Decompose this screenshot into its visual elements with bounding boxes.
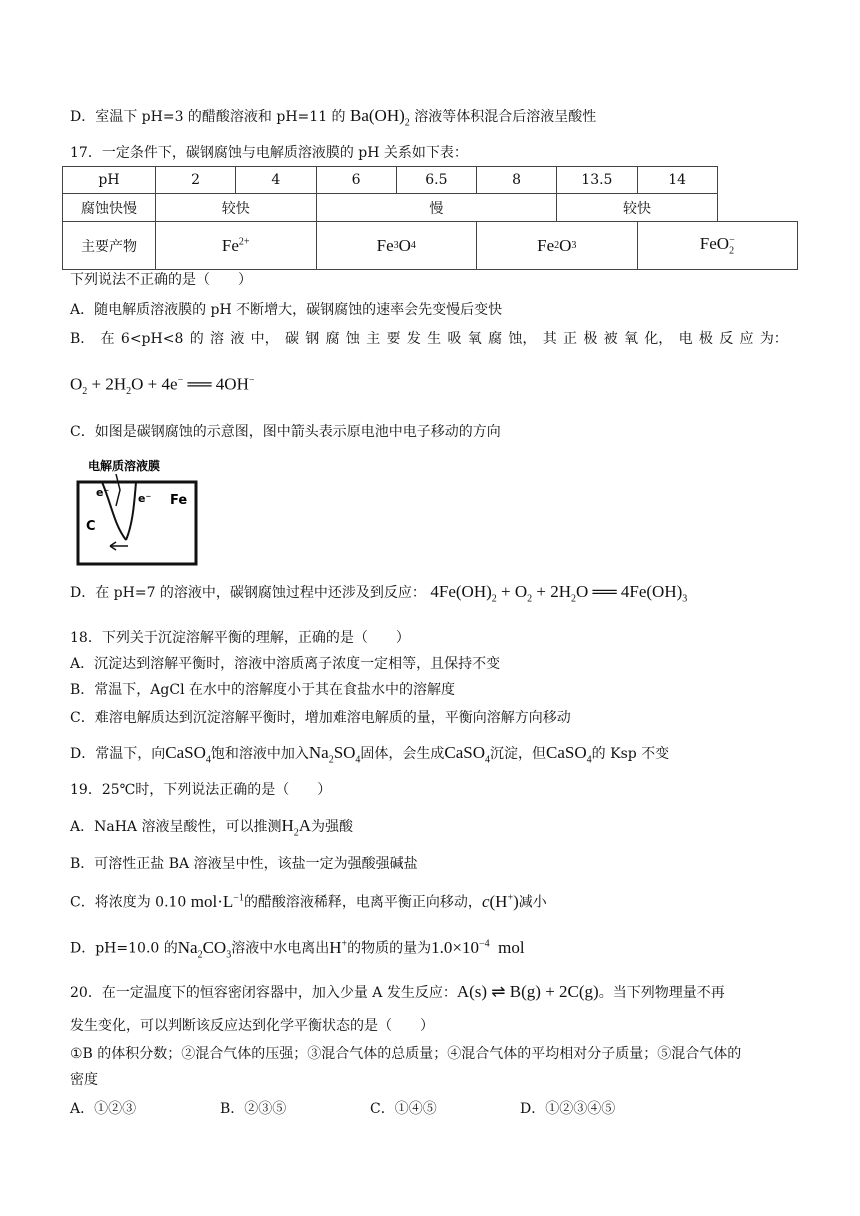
q20-option-b[interactable]: B．②③⑤ [220, 1101, 287, 1117]
option-b-segment: 碳 [284, 331, 299, 347]
option-b-segment: 其 [542, 331, 557, 347]
q17-stem: 17．一定条件下，碳钢腐蚀与电解质溶液膜的 pH 关系如下表： [70, 145, 468, 161]
option-b-segment: 化， [644, 331, 673, 347]
option-b-segment: 发 [406, 331, 421, 347]
ph-corrosion-table [62, 166, 798, 270]
q19-option-c: C．将浓度为 0.10 $mol\cdot L^{-1}$的醋酸溶液稀释，电离平衡正向移动，c(H+)减小 [70, 891, 547, 911]
equilibrium-equation: A(s) ⇌ B(g) + 2C(g) [456, 982, 599, 1001]
q20-stem: 20．在一定温度下的恒容密闭容器中，加入少量 A 发生反应：A(s) ⇌ B(g) + 2C(g)。当下列物理量不再 [70, 982, 725, 1001]
q19-option-a: A．NaHA 溶液呈酸性，可以推测$H_2A$为强酸 [70, 816, 354, 839]
option-b-segment: 钢 [305, 331, 320, 347]
option-b-segment: 6<pH<8 [120, 331, 184, 347]
option-b-segment: 生 [427, 331, 442, 347]
option-b-segment: 氧 [623, 331, 638, 347]
q18-option-b: B．常温下，AgCl 在水中的溶解度小于其在食盐水中的溶解度 [70, 682, 455, 698]
baoh2-formula: $Ba(OH)_2$ [350, 106, 410, 129]
option-b-segment: 氧 [467, 331, 482, 347]
q20-items: ①B 的体积分数；②混合气体的压强；③混合气体的总质量；④混合气体的平均相对分子质量；⑤混合气体的 [70, 1046, 742, 1062]
option-b-segment: B． [70, 331, 95, 347]
q20-option-a[interactable]: A．①②③ [70, 1101, 137, 1117]
option-b-segment: 主 [366, 331, 381, 347]
option-b-segment: 中， [250, 331, 279, 347]
q16-option-d: D．室温下 pH=3 的醋酸溶液和 pH=11 的 $Ba(OH)_2$ 溶液等体积混合后溶液呈酸性 [70, 106, 597, 129]
product-fe3o4: Fe 3 O 4 [317, 222, 478, 269]
oxygen-reduction-equation: $O_2 + 2H_2O + 4e^-$ ══ 4OH− [70, 374, 255, 398]
product-fe2o3: Fe 2 O 3 [537, 235, 577, 255]
option-b-segment: 电 [678, 331, 693, 347]
q17-option-d: D．在 pH=7 的溶液中，碳钢腐蚀过程中还涉及到反应： $4Fe(OH)_2 + O_2 + 2H_2O$ ══ $4Fe(OH)_3$ [70, 582, 688, 605]
svg-text:Fe: Fe [170, 493, 188, 508]
q17-option-b [70, 329, 788, 349]
q18-option-c: C．难溶电解质达到沉淀溶解平衡时，增加难溶电解质的量，平衡向溶解方向移动 [70, 710, 571, 726]
option-b-segment: 正 [563, 331, 577, 347]
table-row: 腐蚀快慢 较快 慢 较快 [63, 194, 798, 222]
table-row: pH 2 4 6 6.5 8 13.5 14 [63, 167, 798, 194]
figure-title: 电解质溶液膜 [88, 459, 161, 473]
option-b-segment: 腐 [325, 331, 340, 347]
option-b-segment: 在 [100, 331, 115, 347]
option-b-segment: 要 [386, 331, 401, 347]
option-b-segment: 吸 [447, 331, 462, 347]
option-b-segment: 的 [189, 331, 204, 347]
option-b-segment: 溶 [210, 331, 224, 347]
iron-oxidation-equation: $4Fe(OH)_2 + O_2 + 2H_2O$ ══ $4Fe(OH)_3$ [430, 582, 688, 605]
product-fe2: $Fe^{2+}$ [156, 222, 317, 270]
q18-stem: 18．下列关于沉淀溶解平衡的理解，正确的是（ ） [70, 630, 410, 646]
q20-options [70, 1098, 670, 1118]
q20-items-continued: 密度 [70, 1072, 98, 1088]
q19-stem: 19．25℃时，下列说法正确的是（ ） [70, 782, 332, 798]
svg-text:e⁻: e⁻ [96, 486, 110, 499]
option-b-segment: 应 [739, 331, 754, 347]
q20-option-d[interactable]: D．①②③④⑤ [520, 1101, 616, 1117]
q19-option-d: D．pH=10.0 的$Na_2CO_3$溶液中水电离出H+的物质的量为$1.0\times 10^{-4}$ mol [70, 937, 525, 961]
option-b-segment: 被 [603, 331, 618, 347]
table-row: 主要产物 $Fe^{2+}$ Fe 3 O 4 Fe 2 O 3 FeO$_2$− [63, 222, 798, 270]
corrosion-diagram [74, 456, 204, 568]
q17-option-c: C．如图是碳钢腐蚀的示意图，图中箭头表示原电池中电子移动的方向 [70, 424, 501, 440]
q20-stem-continued: 发生变化，可以判断该反应达到化学平衡状态的是（ ） [70, 1018, 434, 1034]
option-b-segment: 反 [719, 331, 734, 347]
option-b-segment: 液 [230, 331, 245, 347]
option-b-segment: 极 [698, 331, 713, 347]
svg-text:C: C [86, 519, 96, 534]
q20-option-c[interactable]: C．①④⑤ [370, 1101, 437, 1117]
product-feo2: FeO$_2$− [637, 222, 798, 270]
option-b-segment: 为： [759, 331, 788, 347]
svg-text:e⁻: e⁻ [138, 492, 152, 505]
q18-option-d: D．常温下，向CaSO$_4$饱和溶液中加入$Na_2SO_4$固体，会生成CaSO$_4$沉淀，但CaSO$_4$的 Ksp 不变 [70, 743, 670, 766]
q17-question: 下列说法不正确的是（ ） [70, 272, 252, 288]
q19-option-b: B．可溶性正盐 BA 溶液呈中性，该盐一定为强酸强碱盐 [70, 856, 418, 872]
option-b-segment: 蚀， [508, 331, 537, 347]
option-b-segment: 极 [583, 331, 598, 347]
q18-option-a: A．沉淀达到溶解平衡时，溶液中溶质离子浓度一定相等，且保持不变 [70, 656, 501, 672]
q17-option-a: A．随电解质溶液膜的 pH 不断增大，碳钢腐蚀的速率会先变慢后变快 [70, 302, 503, 318]
option-b-segment: 蚀 [345, 331, 360, 347]
option-b-segment: 腐 [488, 331, 503, 347]
